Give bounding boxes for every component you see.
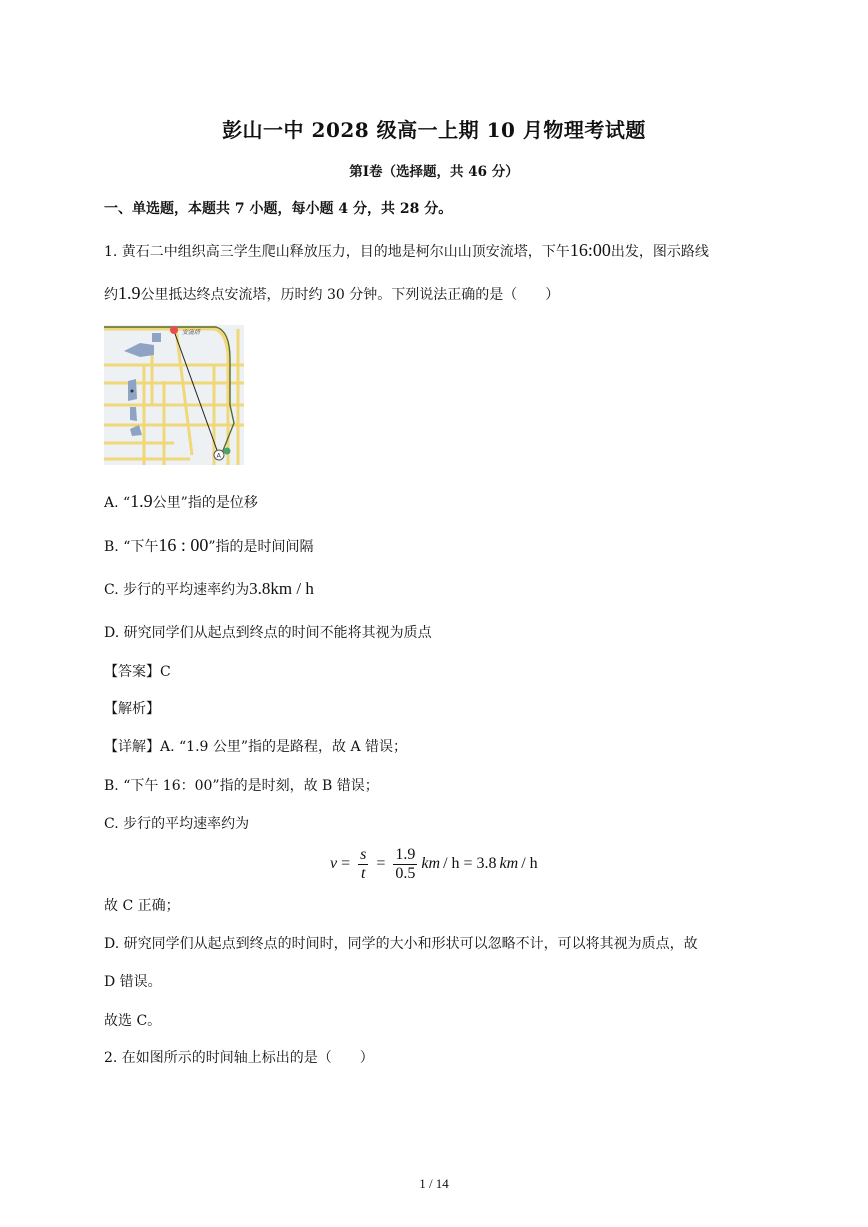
option-c-value: 3.8km / h — [249, 579, 314, 598]
formula-s: s — [360, 845, 367, 863]
option-a-prefix: A. “ — [104, 495, 131, 511]
route-map-figure — [104, 325, 244, 465]
option-b-value: 16 : 00 — [158, 535, 209, 555]
option-a-value: 1.9 — [130, 491, 153, 511]
detail-b: B. “下午 16：00”指的是时刻，故 B 错误； — [104, 778, 379, 794]
section-heading: 一、单选题，本题共 7 小题，每小题 4 分，共 28 分。 — [104, 201, 453, 217]
detail-d-line-2: D 错误。 — [104, 974, 162, 990]
q1-text-c: 约 — [104, 287, 118, 303]
option-d: D. 研究同学们从起点到终点的时间不能将其视为质点 — [104, 625, 432, 641]
end-marker-icon — [170, 326, 178, 334]
water-area — [130, 407, 137, 421]
formula-eq: = — [341, 855, 351, 872]
option-b-suffix: ”指的是时间间隔 — [208, 539, 314, 555]
option-b — [104, 535, 314, 556]
option-a — [104, 491, 258, 512]
analysis-heading: 【解析】 — [104, 701, 160, 717]
formula-frac-st — [358, 846, 368, 883]
formula-eq-2: = — [376, 855, 386, 872]
speed-formula — [330, 842, 538, 886]
formula-t: t — [361, 864, 366, 882]
question-1-stem-line-2 — [104, 283, 559, 304]
formula-lhs: v — [330, 855, 338, 872]
map-point — [131, 390, 134, 393]
c-correct: 故 C 正确； — [104, 898, 180, 914]
final-choice: 故选 C。 — [104, 1013, 162, 1029]
detail-c: C. 步行的平均速率约为 — [104, 816, 250, 832]
formula-denominator: 0.5 — [395, 864, 416, 882]
formula-middle: / h = 3.8 — [443, 855, 497, 872]
q1-text-b: 出发，图示路线 — [610, 244, 709, 260]
question-1-stem-line-1 — [104, 240, 709, 261]
start-marker-label: A — [216, 451, 221, 460]
formula-unit-2: km — [499, 855, 519, 872]
q1-time-value: 16:00 — [569, 240, 611, 260]
q1-text-d: 公里抵达终点安流塔，历时约 30 分钟。下列说法正确的是（ ） — [140, 287, 560, 303]
option-c-prefix: C. 步行的平均速率约为 — [104, 582, 250, 598]
formula-numerator: 1.9 — [395, 845, 416, 863]
detail-d-line-1: D. 研究同学们从起点到终点的时间时，同学的大小和形状可以忽略不计，可以将其视为质点，故 — [104, 936, 698, 952]
formula-frac-num — [393, 846, 417, 883]
q1-distance-value: 1.9 — [118, 283, 141, 303]
map-destination-label: 安流塔 — [182, 329, 201, 336]
page-number: 1 / 14 — [419, 1176, 449, 1191]
option-b-prefix: B. “下午 — [104, 539, 159, 555]
route-map-svg — [104, 325, 244, 465]
option-c — [104, 579, 314, 599]
option-a-suffix: 公里”指的是位移 — [152, 495, 258, 511]
formula-unit-1: km — [421, 855, 441, 872]
question-2-stem: 2. 在如图所示的时间轴上标出的是（ ） — [104, 1050, 374, 1066]
page-title: 彭山一中 2028 级高一上期 10 月物理考试题 — [222, 118, 646, 142]
answer-line: 【答案】C — [104, 664, 171, 680]
section-subtitle: 第Ⅰ卷（选择题，共 46 分） — [349, 164, 519, 180]
detail-a: 【详解】A. “1.9 公里”指的是路程，故 A 错误； — [104, 739, 408, 755]
building-area — [152, 333, 161, 342]
start-dot-icon — [224, 448, 231, 455]
formula-tail: / h — [521, 855, 538, 872]
q1-text-a: 1. 黄石二中组织高三学生爬山释放压力，目的地是柯尔山山顶安流塔，下午 — [104, 244, 570, 260]
